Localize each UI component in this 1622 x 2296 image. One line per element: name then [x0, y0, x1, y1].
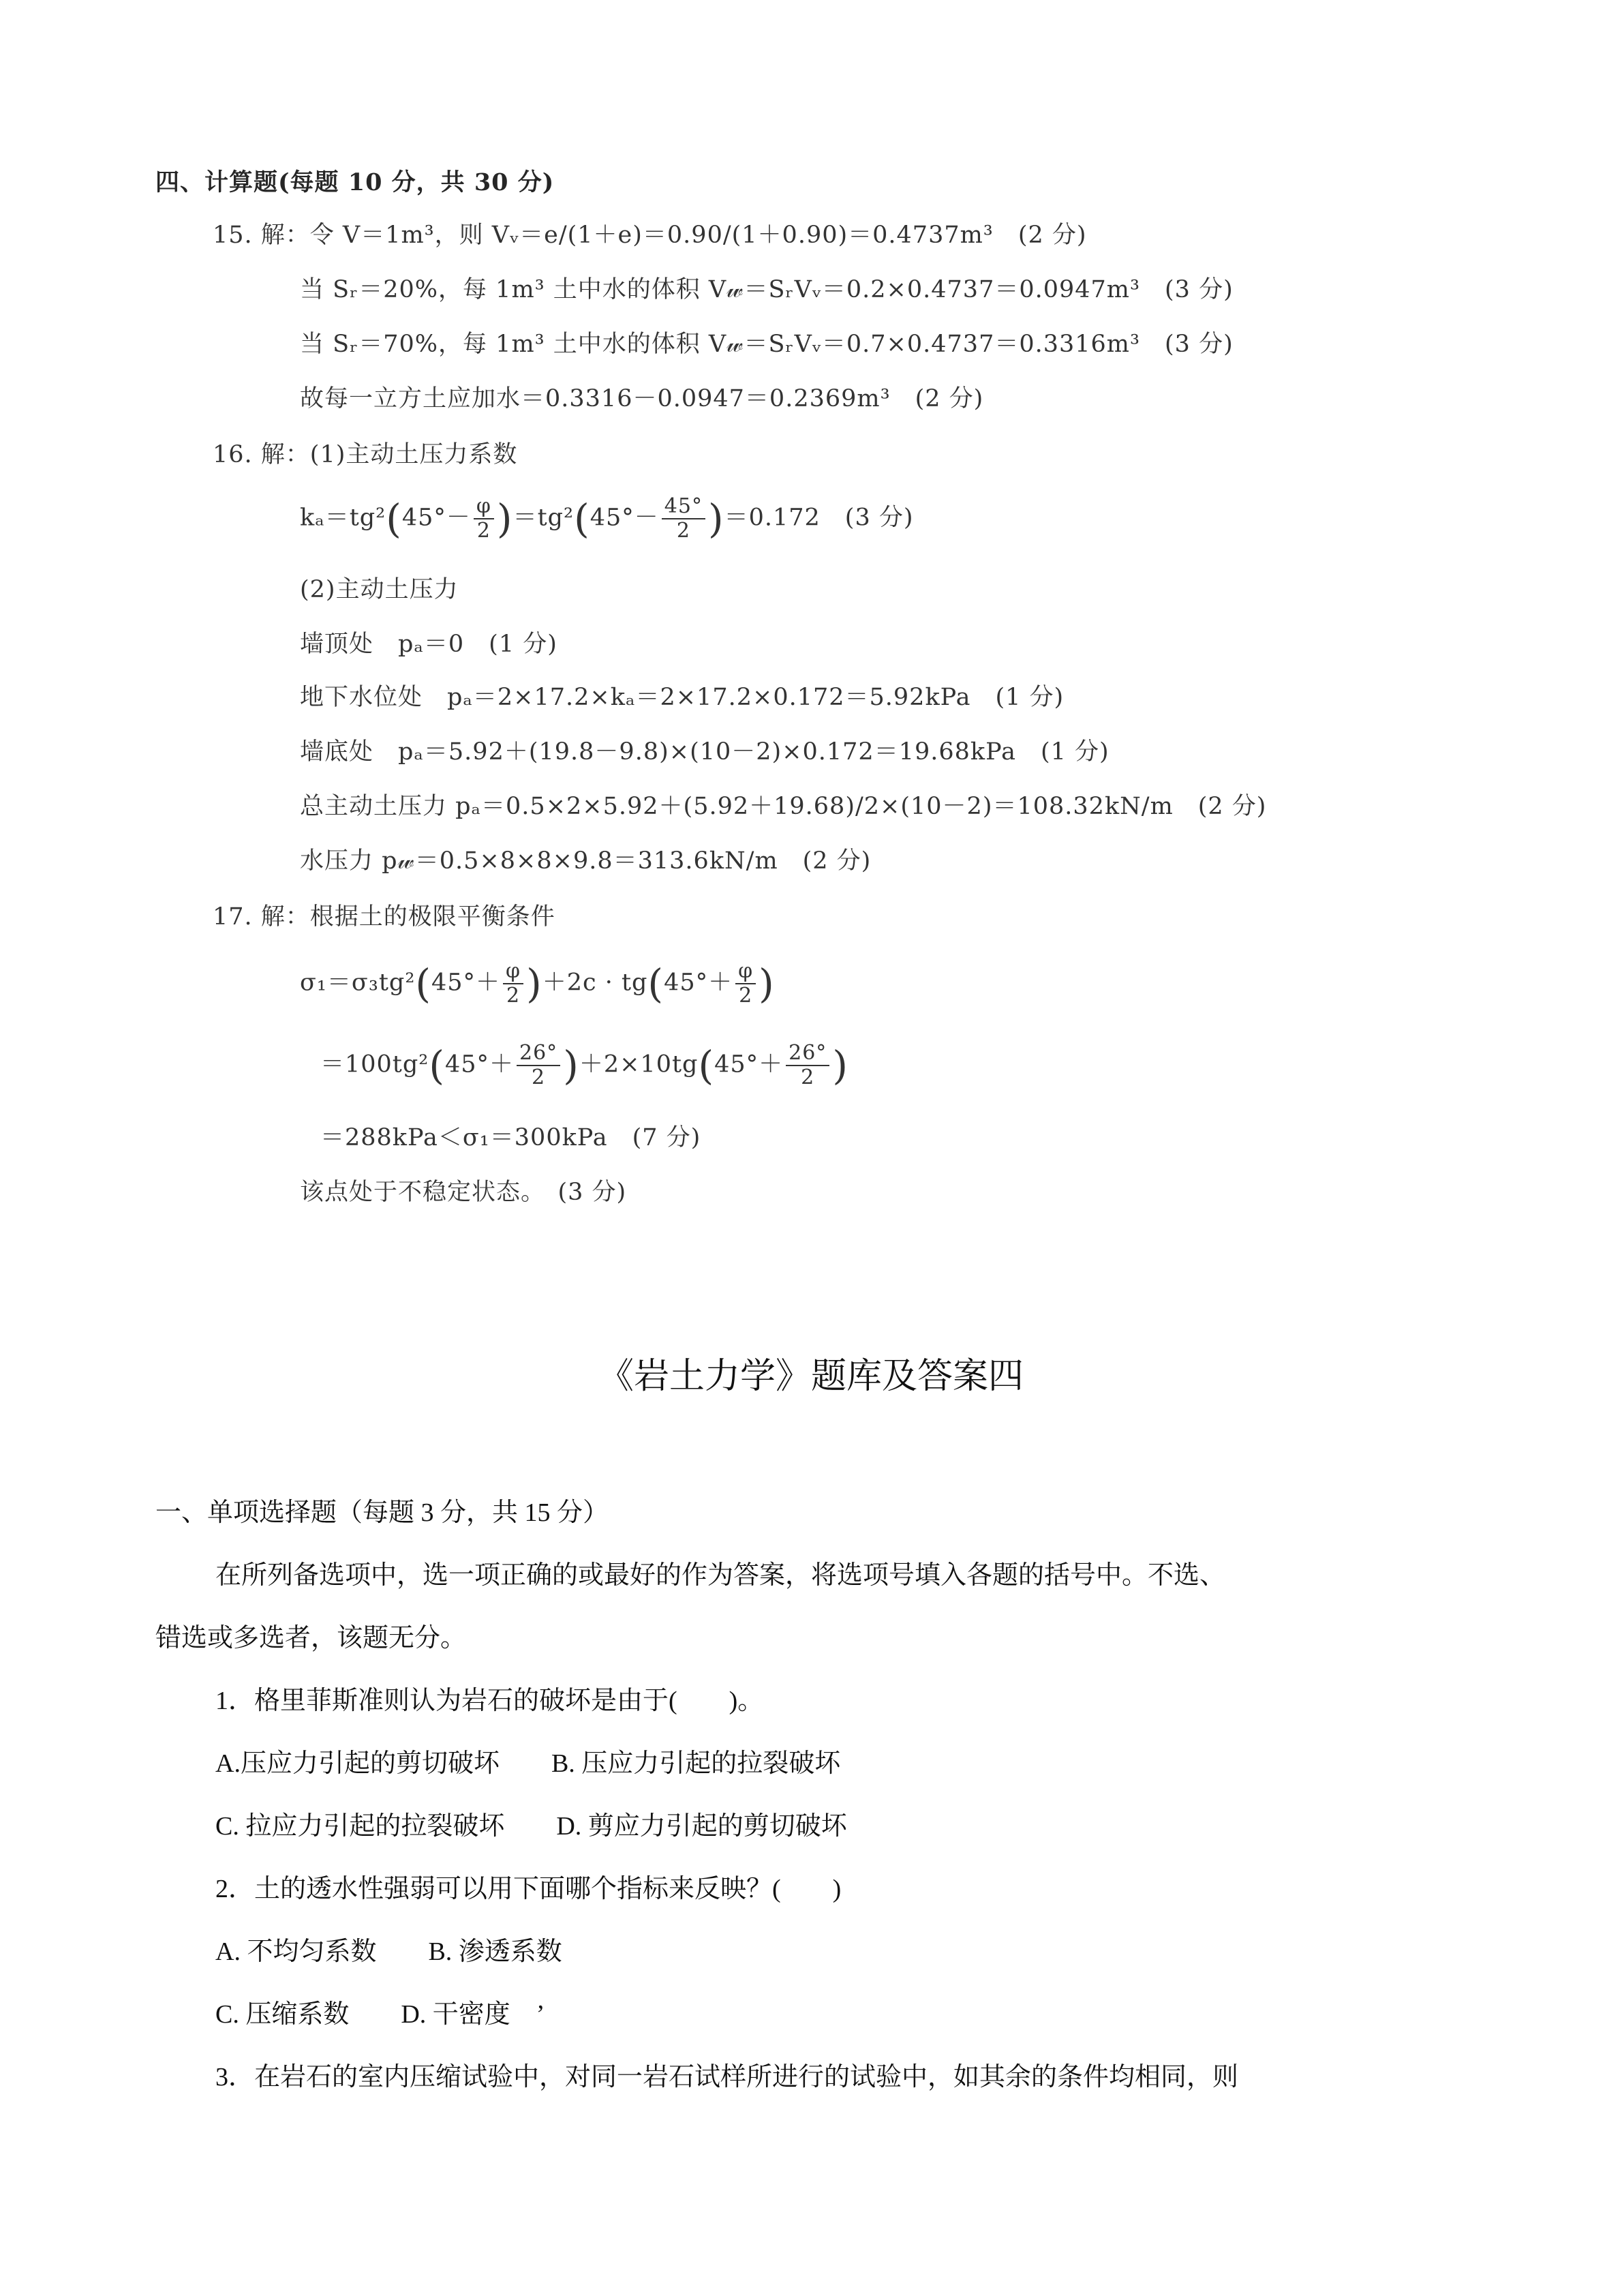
paren-open: (: [415, 961, 431, 1007]
q15-line-1: 15. 解：令 V＝1m³，则 Vᵥ＝e/(1＋e)＝0.90/(1＋0.90)＝0.4737m³ (2 分): [213, 222, 1087, 249]
f2-frac2-num: 26°: [786, 1043, 829, 1066]
f1-fraction-2: [735, 961, 756, 1006]
q17-formula-1: [300, 961, 775, 1006]
question-1: 1．格里菲斯准则认为岩石的破坏是由于( )。: [215, 1687, 764, 1715]
ka-fraction-1: [474, 496, 494, 541]
f2-mid: ＋2×10tg: [579, 1051, 699, 1078]
f1-frac2-num: φ: [735, 961, 756, 984]
ka-inner-2: 45°－: [590, 504, 659, 532]
ka-frac1-den: 2: [476, 519, 491, 543]
instructions-line-2: 错选或多选者，该题无分。: [155, 1624, 467, 1652]
f2-inner-1: 45°＋: [444, 1051, 514, 1078]
ka-fraction-2: [662, 496, 705, 541]
section-heading-calculation: 四、计算题(每题 10 分，共 30 分): [155, 168, 555, 196]
ka-frac2-den: 2: [676, 519, 690, 543]
f2-lhs: ＝100tg²: [320, 1051, 429, 1078]
paren-close: ): [707, 496, 724, 542]
section-heading-single-choice: 一、单项选择题（每题 3 分，共 15 分）: [155, 1498, 609, 1527]
q16-line-6: 墙底处 pₐ＝5.92＋(19.8－9.8)×(10－2)×0.172＝19.68kPa (1 分): [300, 738, 1110, 766]
f2-frac2-den: 2: [801, 1066, 815, 1089]
document-title: 《岩土力学》题库及答案四: [598, 1357, 1024, 1396]
q15-line-2: 当 Sᵣ＝20%，每 1m³ 土中水的体积 V𝓌＝SᵣVᵥ＝0.2×0.4737＝0.0947m³ (3 分): [300, 276, 1234, 303]
q16-line-5: 地下水位处 pₐ＝2×17.2×kₐ＝2×17.2×0.172＝5.92kPa (1 分): [300, 684, 1065, 711]
f1-inner-1: 45°＋: [431, 969, 501, 997]
question-1-options-cd: C. 拉应力引起的拉裂破坏 D. 剪应力引起的剪切破坏: [215, 1812, 847, 1841]
instructions-line-1: 在所列备选项中，选一项正确的或最好的作为答案，将选项号填入各题的括号中。不选、: [215, 1561, 1226, 1590]
ka-inner-1: 45°－: [401, 504, 471, 532]
f1-inner-2: 45°＋: [664, 969, 733, 997]
ka-frac1-num: φ: [474, 496, 494, 519]
ka-frac2-num: 45°: [662, 496, 705, 519]
q16-line-4: 墙顶处 pₐ＝0 (1 分): [300, 631, 557, 658]
f2-fraction-1: [517, 1043, 560, 1088]
f2-frac1-den: 2: [532, 1066, 546, 1089]
paren-close: ): [832, 1042, 848, 1089]
f2-frac1-num: 26°: [517, 1043, 560, 1066]
question-1-options-ab: A.压应力引起的剪切破坏 B. 压应力引起的拉裂破坏: [215, 1749, 841, 1778]
q17-conclusion: 该点处于不稳定状态。 (3 分): [300, 1179, 627, 1206]
q16-line-7: 总主动土压力 pₐ＝0.5×2×5.92＋(5.92＋19.68)/2×(10－2)＝108.32kN/m (2 分): [300, 793, 1267, 820]
f1-frac1-num: φ: [503, 961, 523, 984]
f1-frac1-den: 2: [506, 984, 521, 1008]
paren-close: ): [563, 1042, 579, 1089]
q15-line-3: 当 Sᵣ＝70%，每 1m³ 土中水的体积 V𝓌＝SᵣVᵥ＝0.7×0.4737＝0.3316m³ (3 分): [300, 331, 1234, 358]
paren-close: ): [759, 961, 775, 1007]
q16-line-1: 16. 解：(1)主动土压力系数: [213, 441, 518, 468]
ka-lhs: kₐ＝tg²: [300, 504, 386, 532]
paren-close: ): [526, 961, 542, 1007]
q15-line-4: 故每一立方土应加水＝0.3316－0.0947＝0.2369m³ (2 分): [300, 385, 984, 412]
paren-open: (: [574, 496, 590, 542]
ka-mid: ＝tg²: [512, 504, 575, 532]
f1-lhs: σ₁＝σ₃tg²: [300, 969, 416, 997]
ka-rhs: ＝0.172 (3 分): [724, 504, 914, 532]
paren-open: (: [647, 961, 664, 1007]
q16-ka-formula: [300, 496, 914, 541]
q16-line-8: 水压力 p𝓌＝0.5×8×8×9.8＝313.6kN/m (2 分): [300, 847, 872, 875]
f1-fraction-1: [503, 961, 523, 1006]
question-3: 3．在岩石的室内压缩试验中，对同一岩石试样所进行的试验中，如其余的条件均相同，则: [215, 2063, 1239, 2091]
q17-formula-3: ＝288kPa＜σ₁＝300kPa (7 分): [320, 1124, 701, 1151]
q17-line-1: 17. 解：根据土的极限平衡条件: [213, 903, 555, 931]
f1-mid: ＋2c · tg: [542, 969, 648, 997]
question-2-options-cd: C. 压缩系数 D. 干密度 ’: [215, 2000, 545, 2029]
q17-formula-2: [320, 1043, 848, 1088]
q16-line-3: (2)主动土压力: [300, 576, 459, 603]
question-2-options-ab: A. 不均匀系数 B. 渗透系数: [215, 1937, 562, 1966]
f2-fraction-2: [786, 1043, 829, 1088]
paren-close: ): [496, 496, 513, 542]
f1-frac2-den: 2: [739, 984, 753, 1008]
f2-inner-2: 45°＋: [714, 1051, 784, 1078]
question-2: 2．土的透水性强弱可以用下面哪个指标来反映？( ): [215, 1875, 842, 1903]
paren-open: (: [429, 1042, 445, 1089]
paren-open: (: [386, 496, 402, 542]
paren-open: (: [698, 1042, 715, 1089]
